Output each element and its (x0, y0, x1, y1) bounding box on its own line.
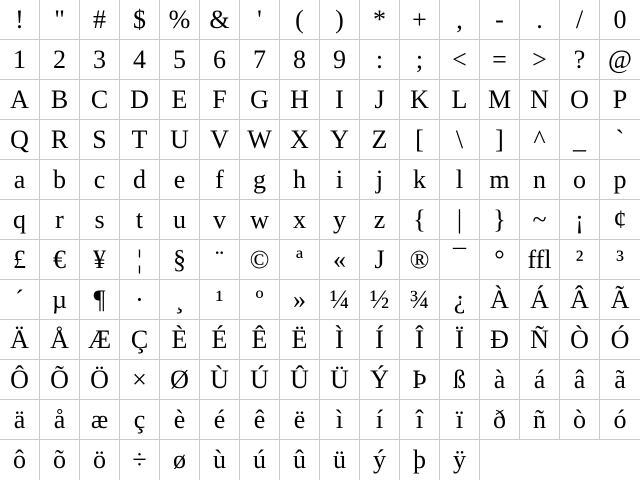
glyph-cell[interactable]: ÷ (120, 440, 160, 480)
glyph-cell[interactable]: 6 (200, 40, 240, 80)
glyph-cell[interactable]: ; (400, 40, 440, 80)
glyph-cell[interactable]: J (360, 80, 400, 120)
glyph-cell[interactable]: ¡ (560, 200, 600, 240)
glyph-cell[interactable]: ¶ (80, 280, 120, 320)
glyph-cell[interactable]: Ç (120, 320, 160, 360)
glyph-cell[interactable]: « (320, 240, 360, 280)
glyph-cell[interactable]: È (160, 320, 200, 360)
glyph-cell[interactable]: Ú (240, 360, 280, 400)
empty-cell (480, 440, 520, 480)
glyph-cell[interactable]: å (40, 400, 80, 440)
glyph-cell[interactable]: ½ (360, 280, 400, 320)
glyph-cell[interactable]: U (160, 120, 200, 160)
glyph-cell[interactable]: ô (0, 440, 40, 480)
glyph-cell[interactable]: , (440, 0, 480, 40)
glyph-cell[interactable]: © (240, 240, 280, 280)
glyph-cell[interactable]: í (360, 400, 400, 440)
glyph-cell[interactable]: Q (0, 120, 40, 160)
glyph-cell[interactable]: m (480, 160, 520, 200)
glyph-cell[interactable]: F (200, 80, 240, 120)
glyph-cell[interactable]: P (600, 80, 640, 120)
glyph-cell[interactable]: Þ (400, 360, 440, 400)
glyph-cell[interactable]: > (520, 40, 560, 80)
glyph-cell[interactable]: ¦ (120, 240, 160, 280)
glyph-cell[interactable]: ² (560, 240, 600, 280)
glyph-cell[interactable]: À (480, 280, 520, 320)
glyph-cell[interactable]: Á (520, 280, 560, 320)
glyph-cell[interactable]: g (240, 160, 280, 200)
glyph-cell[interactable]: ] (480, 120, 520, 160)
glyph-cell[interactable]: ffl (520, 240, 560, 280)
glyph-cell[interactable]: 4 (120, 40, 160, 80)
glyph-cell[interactable]: ° (480, 240, 520, 280)
glyph-cell[interactable]: c (80, 160, 120, 200)
glyph-cell[interactable]: Æ (80, 320, 120, 360)
glyph-cell[interactable]: l (440, 160, 480, 200)
glyph-cell[interactable]: ã (600, 360, 640, 400)
glyph-cell[interactable]: t (120, 200, 160, 240)
glyph-cell[interactable]: õ (40, 440, 80, 480)
glyph-cell[interactable]: % (160, 0, 200, 40)
glyph-cell[interactable]: D (120, 80, 160, 120)
glyph-cell[interactable]: < (440, 40, 480, 80)
glyph-cell[interactable]: £ (0, 240, 40, 280)
glyph-cell[interactable]: / (560, 0, 600, 40)
glyph-cell[interactable]: ³ (600, 240, 640, 280)
glyph-cell[interactable]: æ (80, 400, 120, 440)
glyph-cell[interactable]: ß (440, 360, 480, 400)
glyph-cell[interactable]: ) (320, 0, 360, 40)
empty-cell (560, 440, 600, 480)
glyph-cell[interactable]: Í (360, 320, 400, 360)
glyph-cell[interactable]: § (160, 240, 200, 280)
glyph-cell[interactable]: à (480, 360, 520, 400)
glyph-cell[interactable]: ~ (520, 200, 560, 240)
glyph-cell[interactable]: ¾ (400, 280, 440, 320)
glyph-cell[interactable]: â (560, 360, 600, 400)
glyph-cell[interactable]: Ã (600, 280, 640, 320)
glyph-cell[interactable]: \ (440, 120, 480, 160)
glyph-cell[interactable]: O (560, 80, 600, 120)
glyph-cell[interactable]: z (360, 200, 400, 240)
glyph-cell[interactable]: Z (360, 120, 400, 160)
glyph-cell[interactable]: [ (400, 120, 440, 160)
glyph-cell[interactable]: 8 (280, 40, 320, 80)
glyph-cell[interactable]: . (520, 0, 560, 40)
glyph-cell[interactable]: " (40, 0, 80, 40)
glyph-cell[interactable]: Ì (320, 320, 360, 360)
glyph-cell[interactable]: ¨ (200, 240, 240, 280)
glyph-cell[interactable]: b (40, 160, 80, 200)
glyph-cell[interactable]: · (120, 280, 160, 320)
glyph-cell[interactable]: î (400, 400, 440, 440)
glyph-cell[interactable]: û (280, 440, 320, 480)
glyph-cell[interactable]: ë (280, 400, 320, 440)
glyph-cell[interactable]: K (400, 80, 440, 120)
glyph-cell[interactable]: ç (120, 400, 160, 440)
glyph-cell[interactable]: T (120, 120, 160, 160)
glyph-cell[interactable]: : (360, 40, 400, 80)
glyph-cell[interactable]: H (280, 80, 320, 120)
glyph-cell[interactable]: $ (120, 0, 160, 40)
glyph-cell[interactable]: h (280, 160, 320, 200)
glyph-cell[interactable]: Y (320, 120, 360, 160)
glyph-cell[interactable]: + (400, 0, 440, 40)
glyph-cell[interactable]: Ô (0, 360, 40, 400)
glyph-cell[interactable]: C (80, 80, 120, 120)
glyph-cell[interactable]: Î (400, 320, 440, 360)
glyph-cell[interactable]: - (480, 0, 520, 40)
glyph-cell[interactable]: ® (400, 240, 440, 280)
glyph-cell[interactable]: 1 (0, 40, 40, 80)
glyph-cell[interactable]: p (600, 160, 640, 200)
glyph-cell[interactable]: € (40, 240, 80, 280)
glyph-cell[interactable]: ^ (520, 120, 560, 160)
glyph-cell[interactable]: ¼ (320, 280, 360, 320)
glyph-cell[interactable]: M (480, 80, 520, 120)
glyph-cell[interactable]: ï (440, 400, 480, 440)
glyph-cell[interactable]: Â (560, 280, 600, 320)
glyph-cell[interactable]: k (400, 160, 440, 200)
glyph-cell[interactable]: R (40, 120, 80, 160)
glyph-cell[interactable]: d (120, 160, 160, 200)
glyph-cell[interactable]: Ó (600, 320, 640, 360)
glyph-cell[interactable]: v (200, 200, 240, 240)
glyph-cell[interactable]: Ý (360, 360, 400, 400)
glyph-cell[interactable]: Ê (240, 320, 280, 360)
glyph-cell[interactable]: J (360, 240, 400, 280)
glyph-cell[interactable]: 9 (320, 40, 360, 80)
glyph-cell[interactable]: n (520, 160, 560, 200)
glyph-cell[interactable]: G (240, 80, 280, 120)
empty-cell (600, 440, 640, 480)
glyph-cell[interactable]: w (240, 200, 280, 240)
glyph-cell[interactable]: 3 (80, 40, 120, 80)
glyph-cell[interactable]: S (80, 120, 120, 160)
glyph-cell[interactable]: ¯ (440, 240, 480, 280)
glyph-cell[interactable]: ÿ (440, 440, 480, 480)
glyph-cell[interactable]: & (200, 0, 240, 40)
glyph-cell[interactable]: A (0, 80, 40, 120)
glyph-cell[interactable]: { (400, 200, 440, 240)
glyph-cell[interactable]: o (560, 160, 600, 200)
glyph-cell[interactable]: Û (280, 360, 320, 400)
glyph-cell[interactable]: ' (240, 0, 280, 40)
glyph-cell[interactable]: y (320, 200, 360, 240)
glyph-cell[interactable]: ä (0, 400, 40, 440)
glyph-cell[interactable]: ? (560, 40, 600, 80)
glyph-cell[interactable]: × (120, 360, 160, 400)
glyph-cell[interactable]: µ (40, 280, 80, 320)
glyph-cell[interactable]: N (520, 80, 560, 120)
glyph-cell[interactable]: @ (600, 40, 640, 80)
glyph-cell[interactable]: ñ (520, 400, 560, 440)
glyph-cell[interactable]: ( (280, 0, 320, 40)
glyph-cell[interactable]: Ü (320, 360, 360, 400)
glyph-cell[interactable]: é (200, 400, 240, 440)
glyph-cell[interactable]: 0 (600, 0, 640, 40)
glyph-cell[interactable]: Ï (440, 320, 480, 360)
glyph-cell[interactable]: # (80, 0, 120, 40)
glyph-cell[interactable]: Ò (560, 320, 600, 360)
glyph-cell[interactable]: r (40, 200, 80, 240)
glyph-cell[interactable]: f (200, 160, 240, 200)
glyph-cell[interactable]: á (520, 360, 560, 400)
glyph-cell[interactable]: ´ (0, 280, 40, 320)
glyph-cell[interactable]: | (440, 200, 480, 240)
glyph-cell[interactable]: * (360, 0, 400, 40)
glyph-cell[interactable]: ú (240, 440, 280, 480)
glyph-cell[interactable]: ù (200, 440, 240, 480)
glyph-cell[interactable]: a (0, 160, 40, 200)
glyph-cell[interactable]: Ë (280, 320, 320, 360)
glyph-cell[interactable]: ò (560, 400, 600, 440)
glyph-cell[interactable]: º (240, 280, 280, 320)
glyph-cell[interactable]: i (320, 160, 360, 200)
glyph-cell[interactable]: Å (40, 320, 80, 360)
glyph-cell[interactable]: W (240, 120, 280, 160)
glyph-cell[interactable]: ì (320, 400, 360, 440)
glyph-cell[interactable]: V (200, 120, 240, 160)
glyph-cell[interactable]: ¥ (80, 240, 120, 280)
glyph-cell[interactable]: I (320, 80, 360, 120)
glyph-cell[interactable]: Ð (480, 320, 520, 360)
glyph-cell[interactable]: ` (600, 120, 640, 160)
glyph-cell[interactable]: ª (280, 240, 320, 280)
glyph-cell[interactable]: ¸ (160, 280, 200, 320)
glyph-cell[interactable]: _ (560, 120, 600, 160)
glyph-cell[interactable]: e (160, 160, 200, 200)
glyph-cell[interactable]: x (280, 200, 320, 240)
glyph-cell[interactable]: ê (240, 400, 280, 440)
glyph-cell[interactable]: u (160, 200, 200, 240)
glyph-cell[interactable]: q (0, 200, 40, 240)
glyph-cell[interactable]: » (280, 280, 320, 320)
glyph-cell[interactable]: ! (0, 0, 40, 40)
glyph-cell[interactable]: Õ (40, 360, 80, 400)
glyph-cell[interactable]: Ø (160, 360, 200, 400)
glyph-cell[interactable]: ý (360, 440, 400, 480)
glyph-cell[interactable]: ð (480, 400, 520, 440)
glyph-cell[interactable]: Ö (80, 360, 120, 400)
glyph-cell[interactable]: Ù (200, 360, 240, 400)
glyph-cell[interactable]: L (440, 80, 480, 120)
empty-cell (520, 440, 560, 480)
glyph-cell[interactable]: E (160, 80, 200, 120)
glyph-cell[interactable]: = (480, 40, 520, 80)
glyph-cell[interactable]: } (480, 200, 520, 240)
glyph-cell[interactable]: è (160, 400, 200, 440)
glyph-cell[interactable]: ¿ (440, 280, 480, 320)
glyph-cell[interactable]: 7 (240, 40, 280, 80)
glyph-cell[interactable]: s (80, 200, 120, 240)
glyph-cell[interactable]: ¹ (200, 280, 240, 320)
glyph-cell[interactable]: ü (320, 440, 360, 480)
glyph-cell[interactable]: B (40, 80, 80, 120)
glyph-cell[interactable]: Ä (0, 320, 40, 360)
glyph-cell[interactable]: j (360, 160, 400, 200)
glyph-cell[interactable]: þ (400, 440, 440, 480)
glyph-cell[interactable]: 2 (40, 40, 80, 80)
glyph-cell[interactable]: ¢ (600, 200, 640, 240)
glyph-cell[interactable]: ö (80, 440, 120, 480)
glyph-cell[interactable]: Ñ (520, 320, 560, 360)
glyph-cell[interactable]: X (280, 120, 320, 160)
glyph-cell[interactable]: É (200, 320, 240, 360)
glyph-cell[interactable]: ø (160, 440, 200, 480)
glyph-cell[interactable]: 5 (160, 40, 200, 80)
glyph-cell[interactable]: ó (600, 400, 640, 440)
